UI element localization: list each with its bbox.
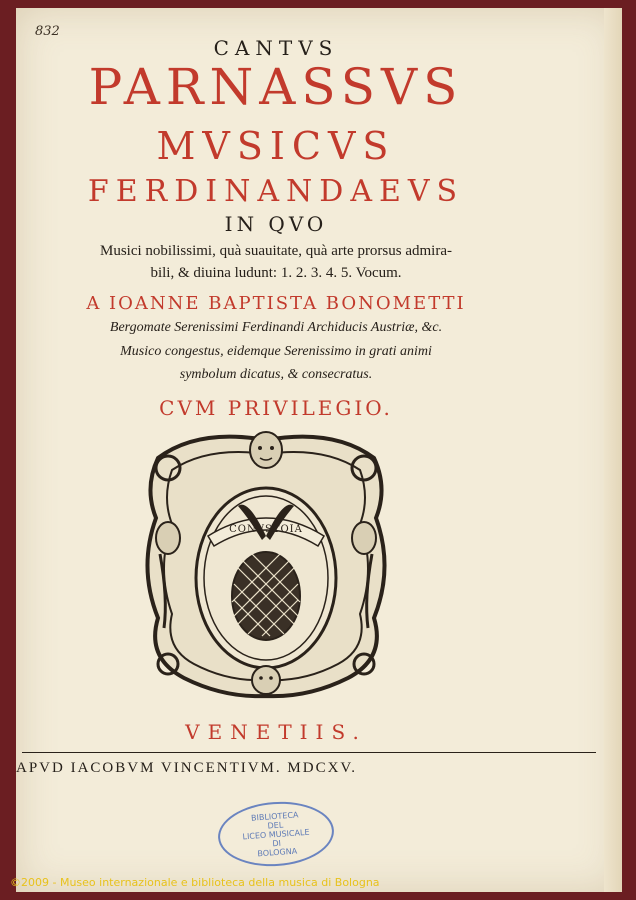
in-quo-line: IN QVO <box>224 212 328 236</box>
dedication-line-2: Musico congestus, eidemque Serenissimo in grati animi <box>120 344 432 359</box>
imprint-line: APVD IACOBVM VINCENTIVM. MDCXV. <box>16 760 358 776</box>
stamp-line-5: BOLOGNA <box>257 846 298 858</box>
stamp-line-3: LICEO MUSICALE <box>242 827 310 841</box>
imprint-rule <box>22 752 596 753</box>
privilege-line: CVM PRIVILEGIO. <box>159 396 393 420</box>
stamp-line-2: DEL <box>267 819 284 831</box>
description-line-2: bili, & diuina ludunt: 1. 2. 3. 4. 5. Vocum. <box>150 265 402 281</box>
stamp-line-4: DI <box>272 838 282 848</box>
title-line-2: MVSICVS <box>156 124 396 168</box>
emblem-motto: CONVSTOIA <box>229 524 303 535</box>
voice-part-heading: CANTVS <box>213 36 339 60</box>
copyright-watermark: ©2009 - Museo internazionale e biblioteca della musica di Bologna <box>10 876 380 889</box>
author-line: A IOANNE BAPTISTA BONOMETTI <box>86 293 466 314</box>
printer-emblem-woodcut <box>138 428 394 706</box>
title-line-1: PARNASSVS <box>88 58 464 116</box>
description-line-1: Musici nobilissimi, quà suauitate, quà arte prorsus admira- <box>99 243 452 259</box>
dedication-line-1: Bergomate Serenissimi Ferdinandi Archiducis Austriæ, &c. <box>109 320 443 335</box>
manuscript-number: 832 <box>35 24 60 39</box>
page-edge <box>604 8 622 892</box>
place-of-publication: VENETIIS. <box>185 720 367 744</box>
title-line-3: FERDINANDAEVS <box>87 174 465 209</box>
dedication-line-3: symbolum dicatus, & consecratus. <box>179 367 373 382</box>
stamp-line-1: BIBLIOTECA <box>250 809 299 823</box>
